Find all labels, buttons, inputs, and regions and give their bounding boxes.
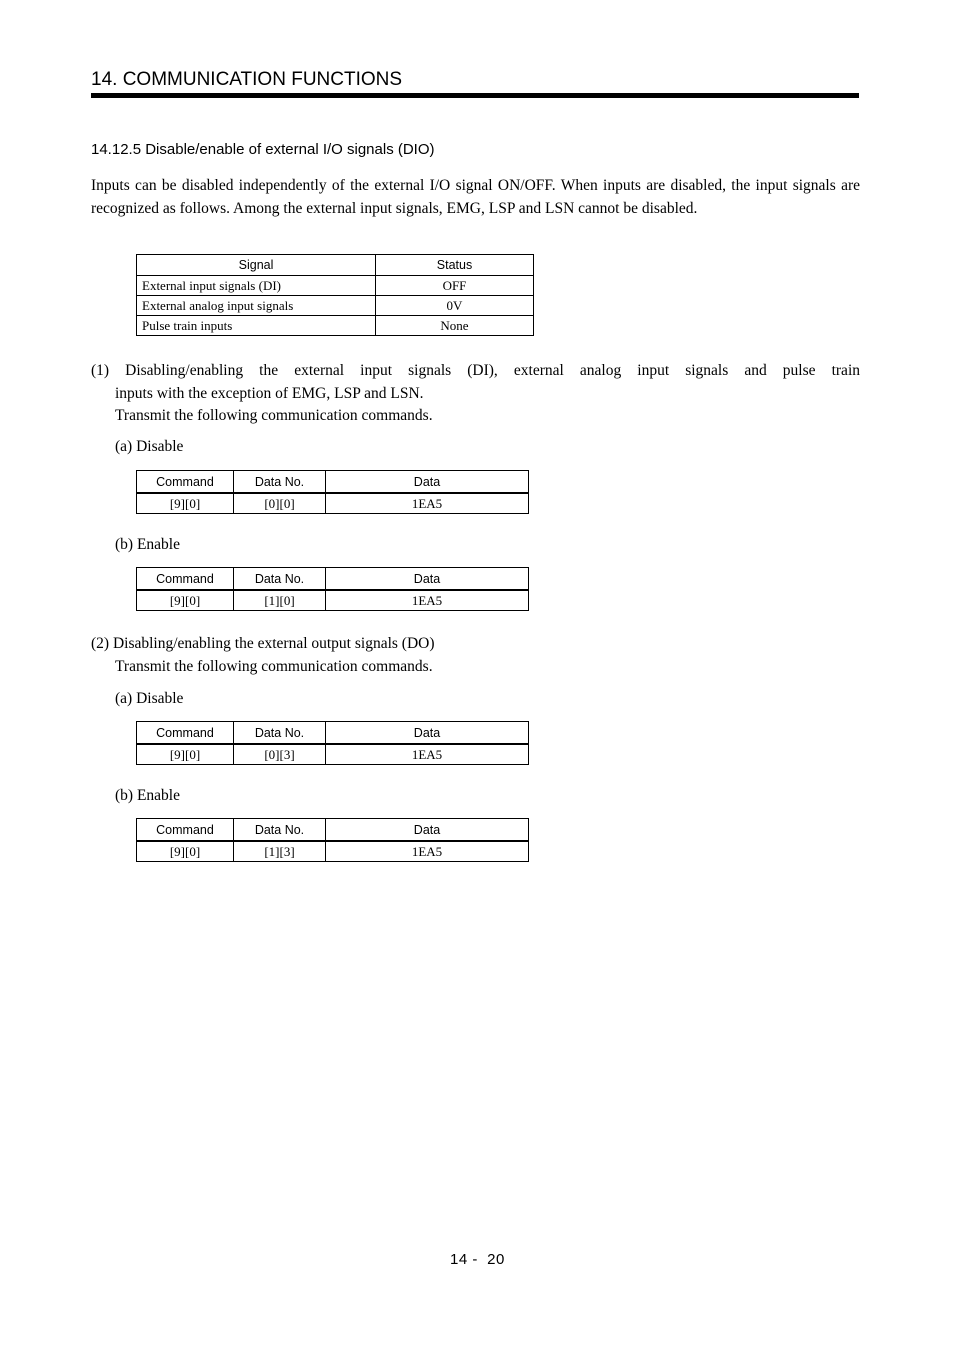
- item-2-line-2: Transmit the following communication commands.: [115, 657, 433, 675]
- item-1: [91, 360, 860, 428]
- table-row: [137, 296, 534, 316]
- table-header-row: [137, 722, 529, 745]
- data-cell: 1EA5: [326, 744, 529, 765]
- command-table-di-disable: [136, 470, 529, 514]
- status-cell: 0V: [376, 296, 534, 316]
- column-header-data: Data: [326, 722, 529, 745]
- signal-status-table: [136, 254, 534, 336]
- data-no-cell: [1][3]: [234, 841, 326, 862]
- column-header-data: Data: [326, 819, 529, 842]
- status-cell: OFF: [376, 276, 534, 296]
- table-row: [137, 276, 534, 296]
- item-2: [91, 633, 860, 678]
- column-header-data: Data: [326, 471, 529, 494]
- table-row: [137, 744, 529, 765]
- item-1-line-2: inputs with the exception of EMG, LSP and LSN.: [115, 384, 424, 402]
- command-cell: [9][0]: [137, 744, 234, 765]
- item-1-line-1: (1) Disabling/enabling the external input signals (DI), external analog input signals and pulse train: [91, 362, 860, 379]
- data-cell: 1EA5: [326, 493, 529, 514]
- data-no-cell: [1][0]: [234, 590, 326, 611]
- column-header-command: Command: [137, 722, 234, 745]
- intro-paragraph: Inputs can be disabled independently of the external I/O signal ON/OFF. When inputs are disabled, the input signals are recognized as follows. Among the external input signals, EMG, LSP and LSN cannot be disabled.: [91, 177, 860, 217]
- signal-cell: Pulse train inputs: [137, 316, 376, 336]
- header-rule: [91, 93, 859, 98]
- table-header-row: [137, 471, 529, 494]
- column-header-command: Command: [137, 471, 234, 494]
- column-header-status: Status: [376, 255, 534, 276]
- data-cell: 1EA5: [326, 590, 529, 611]
- data-cell: 1EA5: [326, 841, 529, 862]
- section-title: 14.12.5 Disable/enable of external I/O signals (DIO): [91, 141, 435, 158]
- table-header-row: [137, 568, 529, 591]
- signal-cell: External analog input signals: [137, 296, 376, 316]
- chapter-title: 14. COMMUNICATION FUNCTIONS: [91, 69, 403, 90]
- sub-label-disable: (a) Disable: [115, 690, 184, 707]
- column-header-data-no: Data No.: [234, 819, 326, 842]
- page-number: 14 - 20: [450, 1251, 505, 1268]
- command-table-do-disable: [136, 721, 529, 765]
- item-1-line-3: Transmit the following communication commands.: [115, 407, 433, 424]
- command-table-di-enable: [136, 567, 529, 611]
- signal-cell: External input signals (DI): [137, 276, 376, 296]
- command-table-do-enable: [136, 818, 529, 862]
- command-cell: [9][0]: [137, 590, 234, 611]
- item-2-line-1: (2) Disabling/enabling the external output signals (DO): [91, 635, 435, 652]
- sub-label-enable: (b) Enable: [115, 536, 180, 553]
- column-header-data-no: Data No.: [234, 471, 326, 494]
- sub-label-disable: (a) Disable: [115, 438, 184, 455]
- command-cell: [9][0]: [137, 841, 234, 862]
- command-cell: [9][0]: [137, 493, 234, 514]
- data-no-cell: [0][3]: [234, 744, 326, 765]
- sub-label-enable: (b) Enable: [115, 787, 180, 804]
- data-no-cell: [0][0]: [234, 493, 326, 514]
- table-row: [137, 493, 529, 514]
- column-header-signal: Signal: [137, 255, 376, 276]
- table-row: [137, 841, 529, 862]
- column-header-data-no: Data No.: [234, 722, 326, 745]
- column-header-data: Data: [326, 568, 529, 591]
- column-header-command: Command: [137, 819, 234, 842]
- table-header-row: [137, 255, 534, 276]
- status-cell: None: [376, 316, 534, 336]
- column-header-data-no: Data No.: [234, 568, 326, 591]
- table-row: [137, 590, 529, 611]
- table-header-row: [137, 819, 529, 842]
- table-row: [137, 316, 534, 336]
- column-header-command: Command: [137, 568, 234, 591]
